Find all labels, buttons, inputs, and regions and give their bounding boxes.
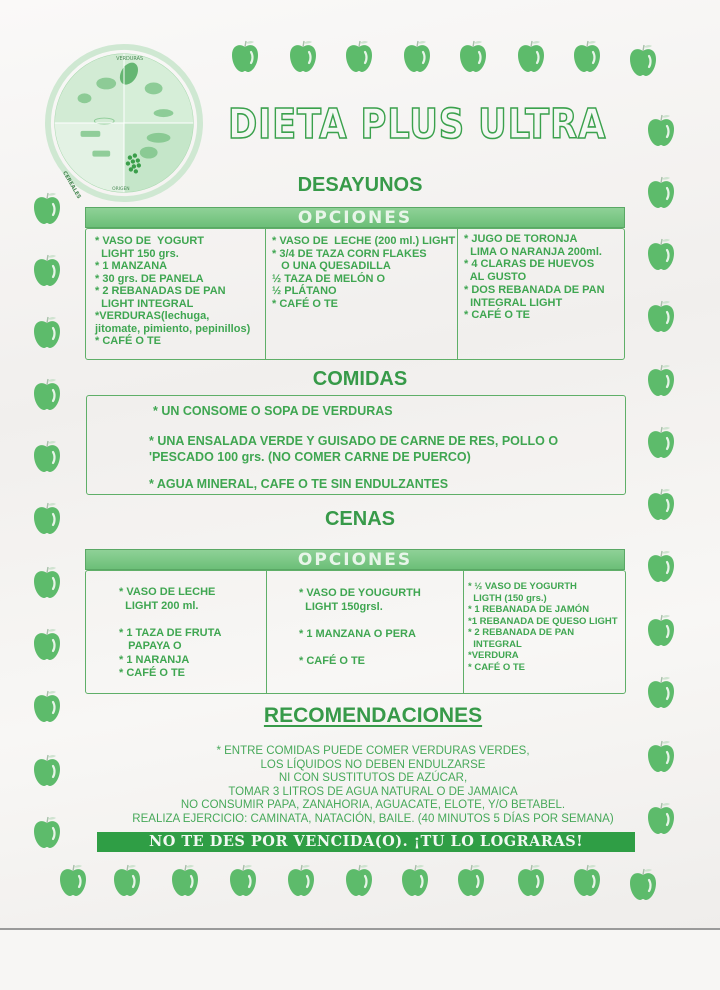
section-heading-cenas: CENAS [324, 508, 395, 530]
apple-icon [402, 38, 432, 74]
comidas-box [86, 395, 626, 495]
comidas-item: 'PESCADO 100 grs. (NO COMER CARNE DE PUERCO) [149, 450, 471, 464]
recommendation-line: REALIZA EJERCICIO: CAMINATA, NATACIÓN, BAILE. (40 MINUTOS 5 DÍAS POR SEMANA) [132, 812, 614, 825]
desayunos-options-table [85, 228, 625, 360]
apple-icon [32, 376, 62, 412]
svg-text:ORIGEN: ORIGEN [112, 187, 130, 193]
background-surface [0, 930, 720, 990]
apple-icon [112, 862, 142, 898]
apple-icon [646, 424, 676, 460]
cena-option-3 [464, 571, 626, 693]
apple-icon [646, 486, 676, 522]
comidas-item: * AGUA MINERAL, CAFE O TE SIN ENDULZANTES [149, 477, 449, 491]
apple-icon [646, 674, 676, 710]
apple-icon [32, 438, 62, 474]
apple-icon [646, 738, 676, 774]
recommendation-line: * ENTRE COMIDAS PUEDE COMER VERDURAS VERDES, [216, 745, 530, 757]
apple-icon [646, 362, 676, 398]
option-line: * 2 REBANADAS DE PAN [95, 285, 226, 297]
apple-icon [646, 174, 676, 210]
option-line: AL GUSTO [464, 271, 527, 284]
apple-icon [572, 862, 602, 898]
option-line: * 4 CLARAS DE HUEVOS [464, 258, 595, 271]
food-wheel-illustration [45, 44, 203, 202]
apple-icon [344, 862, 374, 898]
comidas-item: * UN CONSOME O SOPA DE VERDURAS [153, 404, 393, 418]
option-line: * VASO DE YOGURT [95, 235, 205, 247]
apple-icon [646, 298, 676, 334]
apple-icon [288, 38, 318, 74]
apple-icon [400, 862, 430, 898]
comidas-item: * UNA ENSALADA VERDE Y GUISADO DE CARNE DE RES, POLLO O [149, 434, 559, 448]
options-bar-desayunos: OPCIONES [85, 207, 625, 228]
apple-icon [32, 564, 62, 600]
apple-icon [646, 112, 676, 148]
section-heading-comidas: COMIDAS [312, 368, 408, 390]
apple-icon [32, 688, 62, 724]
apple-icon [628, 866, 658, 902]
option-line: * 1 TAZA DE FRUTA [119, 626, 222, 639]
apple-icon [32, 814, 62, 850]
option-line: * VASO DE LECHE [119, 586, 216, 598]
option-line: LIMA O NARANJA 200ml. [464, 245, 602, 258]
option-line: * DOS REBANADA DE PAN [464, 283, 605, 296]
option-line: ½ TAZA DE MELÓN O [272, 272, 386, 285]
option-line: * CAFÉ O TE [119, 667, 186, 679]
apple-icon [228, 862, 258, 898]
option-line: LIGHT 200 ml. [119, 599, 199, 612]
desayuno-option-1 [86, 229, 266, 359]
option-line [299, 641, 463, 655]
option-line: * 1 NARANJA [119, 653, 190, 666]
option-line: O UNA QUESADILLA [272, 260, 391, 272]
option-line: * CAFÉ O TE [299, 654, 366, 667]
option-line [299, 614, 463, 628]
option-line: * JUGO DE TORONJA [464, 233, 578, 245]
apple-icon [516, 862, 546, 898]
apple-icon [646, 236, 676, 272]
option-line: ½ PLÁTANO [272, 285, 337, 297]
svg-text:CEREALES: CEREALES [61, 170, 82, 201]
option-line: * 1 MANZANA O PERA [299, 627, 416, 640]
option-line: * CAFÉ O TE [464, 309, 531, 322]
option-line: * VASO DE YOUGURTH [299, 587, 421, 599]
svg-text:VERDURAS: VERDURAS [116, 55, 144, 62]
option-line: * ½ VASO DE YOGURTH [468, 581, 577, 592]
section-heading-desayunos: DESAYUNOS [297, 174, 423, 196]
recommendations-text [100, 745, 646, 827]
apple-icon [170, 862, 200, 898]
apple-icon [32, 500, 62, 536]
apple-icon [32, 252, 62, 288]
option-line: LIGHT 150grsl. [299, 600, 383, 613]
option-line: PAPAYA O [119, 640, 182, 652]
option-line: * 30 grs. DE PANELA [95, 272, 204, 285]
cena-option-2 [267, 571, 464, 693]
recommendation-line: TOMAR 3 LITROS DE AGUA NATURAL O DE JAMAICA [228, 785, 518, 798]
option-line: * CAFÉ O TE [95, 335, 162, 347]
apple-icon [32, 314, 62, 350]
option-line: * 3/4 DE TAZA CORN FLAKES [272, 247, 427, 260]
option-line: *VERDURA [468, 650, 519, 661]
motivational-slogan-banner: NO TE DES POR VENCIDA(O). ¡TU LO LOGRARAS! [97, 832, 635, 852]
document-title: DIETA PLUS ULTRA [228, 100, 607, 148]
desayuno-option-3 [458, 229, 624, 359]
option-line [119, 613, 266, 627]
option-line: LIGTH (150 grs.) [468, 592, 547, 604]
option-line: *VERDURAS(lechuga, [95, 310, 210, 322]
option-line: * CAFÉ O TE [468, 661, 526, 673]
cenas-options-table [85, 570, 626, 694]
apple-icon [646, 548, 676, 584]
option-line: * 2 REBANADA DE PAN [468, 627, 575, 638]
options-bar-cenas: OPCIONES [85, 549, 625, 570]
apple-icon [646, 800, 676, 836]
option-line: jitomate, pimiento, pepinillos) [95, 322, 251, 335]
recommendation-line: NI CON SUSTITUTOS DE AZÚCAR, [278, 772, 468, 785]
option-line: INTEGRAL LIGHT [464, 296, 563, 309]
option-line: LIGHT INTEGRAL [95, 297, 194, 310]
apple-icon [58, 862, 88, 898]
apple-icon [456, 862, 486, 898]
cena-option-1 [86, 571, 267, 693]
apple-icon [572, 38, 602, 74]
recommendation-line: NO CONSUMIR PAPA, ZANAHORIA, AGUACATE, ELOTE, Y/O BETABEL. [180, 799, 566, 812]
apple-icon [230, 38, 260, 74]
option-line: * 1 REBANADA DE JAMÓN [468, 604, 590, 615]
apple-icon [32, 626, 62, 662]
apple-icon [286, 862, 316, 898]
apple-icon [344, 38, 374, 74]
option-line: LIGHT 150 grs. [95, 247, 179, 260]
apple-icon [32, 752, 62, 788]
option-line: INTEGRAL [468, 638, 522, 650]
recommendation-line: LOS LÍQUIDOS NO DEBEN ENDULZARSE [260, 758, 486, 771]
desayuno-option-2 [266, 229, 458, 359]
option-line: * 1 MANZANA [95, 260, 168, 272]
apple-icon [646, 612, 676, 648]
section-heading-recomendaciones: RECOMENDACIONES [263, 704, 483, 727]
apple-icon [458, 38, 488, 74]
option-line: * CAFÉ O TE [272, 297, 339, 310]
apple-icon [628, 42, 658, 78]
option-line: *1 REBANADA DE QUESO LIGHT [468, 615, 618, 627]
option-line: * VASO DE LECHE (200 ml.) LIGHT [272, 235, 456, 247]
apple-icon [516, 38, 546, 74]
